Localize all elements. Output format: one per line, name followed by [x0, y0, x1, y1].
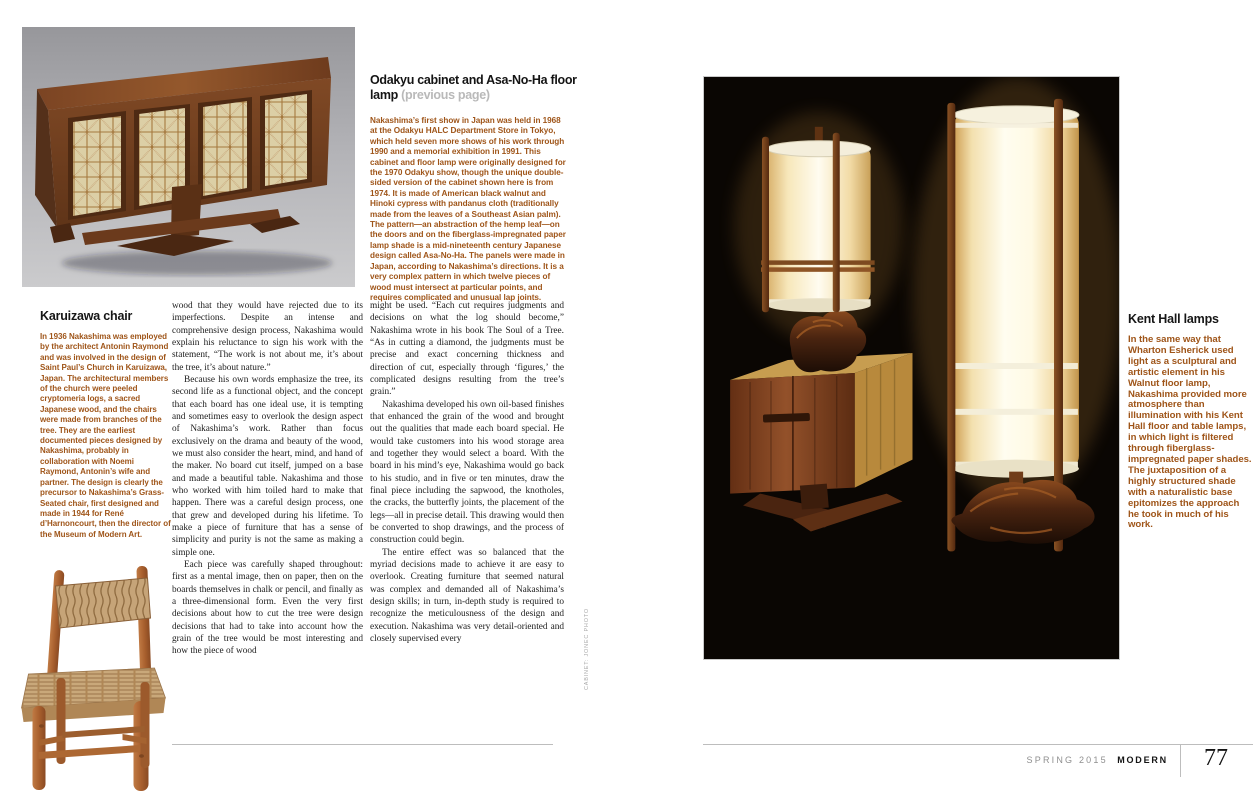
footer-magazine-name: MODERN	[1117, 755, 1168, 765]
kent-caption-body: In the same way that Wharton Esherick used light as a sculptural and artistic element in his Walnut floor lamp, Nakashima provided more atmosphere than illumination with his Kent Hall floor and table lamps, in which light is filtered through fiberglass-impregnated paper shades. The juxtaposition of a highly structured shade with a naturalistic base epitomizes the approach he took in much of his work.	[1128, 334, 1252, 531]
lamps-photo-illustration	[704, 77, 1119, 659]
odakyu-heading	[370, 73, 582, 102]
article-column-1	[172, 300, 363, 664]
photo-credit: CABINET: JONEC PHOTO	[584, 608, 590, 690]
page-number: 77	[1204, 745, 1228, 771]
article-paragraph: Because his own words emphasize the tree, its second life as a functional object, and the concept that each board has one ideal use, it is tempting and sometimes easy to overlook the design aspect of Nakashima’s work. Rather than focus exclusively on the drama and beauty of the wood, we must also consider the heart, mind, and hand of the maker. No board cut itself, jumped on a base and made a beautiful table. Nakashima and those who worked with him toiled hard to make that happen. There was a careful design process, one that grew and developed during his lifetime. To make a piece of furniture that has a sense of simplicity and purity is not the same as making a simple one.	[172, 374, 363, 558]
article-paragraph: The entire effect was so balanced that the myriad decisions made to achieve it are easy to overlook. Creating furniture that seemed natural was complex and demanded all of Nakashima’s design skills; in turn, in-depth study is required to recognize the meticulousness of the design and execution. Nakashima was very detail-oriented and closely supervised every	[370, 547, 564, 644]
odakyu-caption	[370, 116, 566, 303]
article-column-2	[370, 300, 564, 664]
kent-caption	[1128, 312, 1252, 531]
article-paragraph: might be used. “Each cut requires judgments and decisions on what the log should become,” Nakashima wrote in his book The Soul of a Tree. “As in cutting a diamond, the judgments must be precise and exact concerning thickness and direction of cut, especially through ‘figures,’ the complicated designs resulting from the tree’s grain.”	[370, 301, 564, 398]
odakyu-caption-body: Nakashima’s first show in Japan was held in 1968 at the Odakyu HALC Department Store in Tokyo, which held seven more shows of his work through 1990 and a memorial exhibition in 1991. This cabinet and floor lamp were originally designed for the 1970 Odakyu show, though the unique double-sided version of the cabinet shown here is from 1974. It is made of American black walnut and Hinoki cypress with pandanus cloth (traditionally made from the leaves of a Southeast Asian palm). The pattern—an abstraction of the hemp leaf—on the doors and on the fiberglass-impregnated paper lamp shade is a mid-nineteenth century Japanese design called Asa-No-Ha. The panels were made in Japan, according to Nakashima’s directions. It is a very complex pattern in which twelve pieces of wood must intersect at particular points, and requires complicated and unusual lap joints.	[370, 116, 566, 302]
cabinet-photo	[22, 27, 355, 287]
kent-caption-title: Kent Hall lamps	[1128, 312, 1219, 326]
article-paragraph: Nakashima developed his own oil-based finishes that enhanced the grain of the wood and brought out the qualities that made each board special. He would take customers into his wood storage area and together they would select a board. With the board in his mind’s eye, Nakashima would go back to his studio, and in five or ten minutes, draw the final piece including the sapwood, the knotholes, the cracks, the butterfly joints, the placement of the legs—all in precise detail. This drawing would then be converted to shop drawings, and the process of construction could begin.	[370, 399, 564, 546]
article-paragraph: Each piece was carefully shaped throughout: first as a mental image, then on paper, then on the boards themselves in chalk or pencil, and finally as a three-dimensional form. Even the very first decisions about how to cut the tree were design decisions that had to take into account how the grain of the tree would be most interesting and how the piece of wood	[172, 559, 363, 657]
chair-photo-illustration	[14, 556, 170, 796]
footer-rule-right	[703, 744, 1253, 745]
karuizawa-caption	[40, 309, 173, 540]
box-cabinet	[730, 353, 912, 531]
footer-rule-left	[172, 744, 553, 745]
karuizawa-caption-title: Karuizawa chair	[40, 309, 133, 323]
footer-issue	[900, 755, 1168, 765]
cabinet-photo-illustration	[22, 27, 355, 287]
odakyu-heading-title: Odakyu cabinet and Asa-No-Ha floor lamp	[370, 73, 577, 102]
odakyu-heading-subtitle: (previous page)	[401, 87, 490, 102]
footer-issue-text: SPRING 2015	[1026, 755, 1108, 765]
lamps-photo	[703, 76, 1120, 660]
chair-photo	[14, 556, 170, 796]
karuizawa-caption-body: In 1936 Nakashima was employed by the architect Antonin Raymond and was involved in the design of Saint Paul’s Church in Karuizawa, Japan. The architectural members of the church were peeled cryptomeria logs, a sacred Japanese wood, and the chairs were made from branches of the tree. They are the earliest documented pieces designed by Nakashima, probably in collaboration with Noemi Raymond, Antonin’s wife and partner. The design is clearly the precursor to Nakashima’s Grass-Seated chair, first designed and made in 1944 for René d’Harnoncourt, then the director of the Museum of Modern Art.	[40, 332, 171, 539]
footer-divider	[1180, 744, 1181, 777]
article-paragraph: wood that they would have rejected due to its imperfections. Despite an intense and comprehensive design process, Nakashima would explain his reluctance to sign his work with the statement, “The work is not about me, it’s about the tree, it’s about nature.”	[172, 301, 363, 373]
